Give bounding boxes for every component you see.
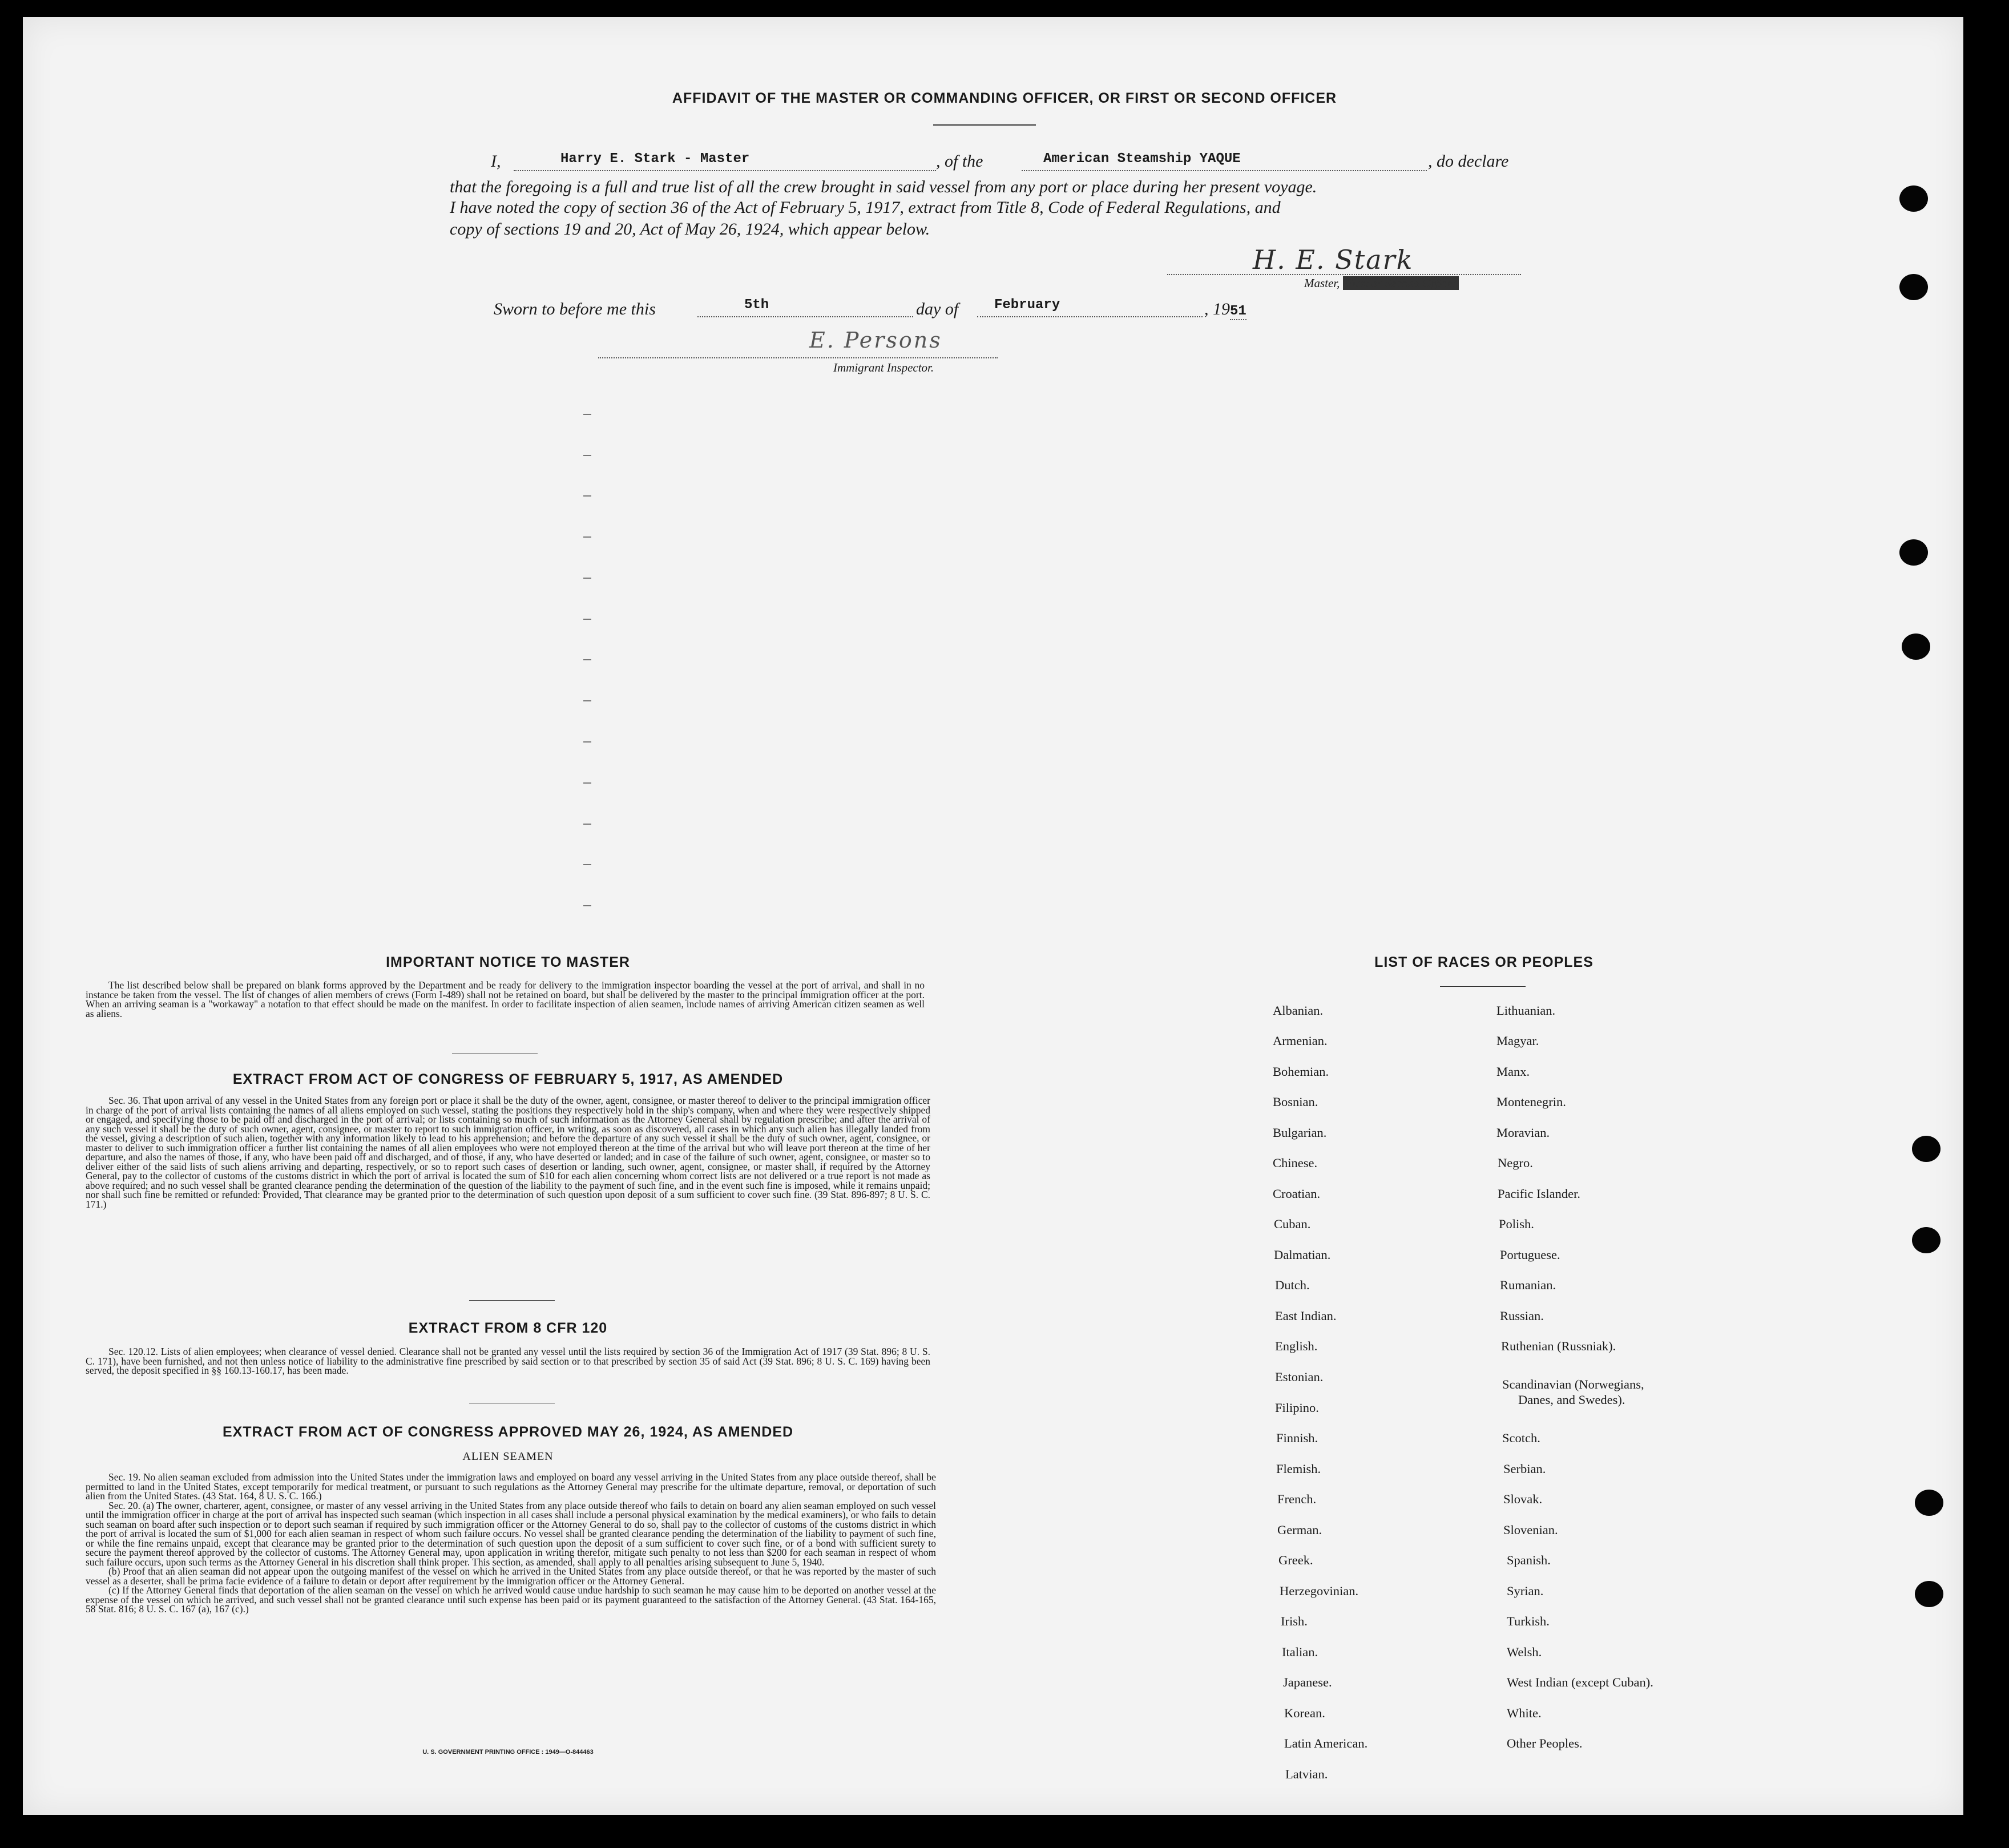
race-item: Welsh. <box>1507 1645 1542 1659</box>
rule-tick <box>583 536 591 538</box>
rule-tick <box>583 905 591 906</box>
extract-1917-text: Sec. 36. That upon arrival of any vessel in the United States from any foreign port or place it shall be the duty of the owner, agent, consignee, or master thereof to deliver to the principal immigration officer in charge of the port of arrival lists containing the names of all aliens employed on such vessel, stating the positions they respectively hold in the ship's company, when and where they were respectively shipped or engaged, and specifying those to be paid off and discharged in the port of arrival; or lists containing so much of such information as the Attorney General shall by regulation prescribe; and after the arrival of any such vessel it shall be the duty of such owner, agent, consignee, or master to report to such immigration officer, in writing, as soon as discovered, all cases in which any such alien has illegally landed from the vessel, giving a description of such alien, together with any information likely to lead to his apprehension; and before the departure of any such vessel it shall be the duty of such owner, agent, consignee, or master to deliver to such immigration officer a further list containing the names of all alien employees who were not employed thereon at the time of the arrival but who will leave port thereon at the time of her departure, and also the names of those, if any, who have been paid off and discharged, and of those, if any, who have deserted or landed; and in case of the failure of such owner, agent, consignee, or master so to deliver either of the said lists of such aliens arriving and departing, respectively, or so to report such cases of desertion or landing, such owner, agent, consignee, or master shall, if required by the Attorney General, pay to the collector of customs of the customs district in which the port of arrival is located the sum of $10 for each alien concerning whom correct lists are not delivered or a true report is not made as above required; and no such vessel shall be granted clearance pending the determination of the question of the liability to the payment of such fine, and in the event such fine is imposed, while it remains unpaid; nor shall such fine be remitted or refunded: Provided, That clearance may be granted prior to the determination of such question upon deposit of a sum sufficient to cover such fine. (39 Stat. 896-897; 8 U. S. C. 171.) <box>86 1095 930 1210</box>
sworn-month: February <box>994 297 1060 313</box>
i-label: I, <box>491 152 501 171</box>
race-item: Japanese. <box>1283 1675 1332 1689</box>
race-item: Ruthenian (Russniak). <box>1501 1339 1616 1353</box>
extract-1924-sec20c: (c) If the Attorney General finds that deportation of the alien seaman on the vessel on which he arrived would cause undue hardship to such seaman he may cause him to be deported on another vessel at the expense of the vessel on which he arrived, and such vessel shall not be granted clearance until such expense has been paid or its payment guaranteed to the satisfaction of the Attorney General. (43 Stat. 164-165, 58 Stat. 816; 8 U. S. C. 167 (a), 167 (c).) <box>86 1584 936 1615</box>
notice-text: The list described below shall be prepared on blank forms approved by the Department and be ready for delivery to the immigration inspector boarding the vessel at the port of arrival, and shall in no instance be taken from the vessel. The list of changes of alien members of crews (Form I-489) shall not be retained on board, but shall be delivered by the master to the principal immigration officer at the port. When an arriving seaman is a "workaway" a notation to that effect should be made on the manifest. In order to facilitate inspection of alien seamen, include names of arriving American citizen seamen as well as aliens. <box>86 979 925 1019</box>
affidavit-line-2: that the foregoing is a full and true list of all the crew brought in said vessel from any port or place during her present voyage. <box>450 177 1317 196</box>
extract-1924-subtitle: ALIEN SEAMEN <box>462 1450 554 1463</box>
race-item: Filipino. <box>1275 1401 1319 1415</box>
race-item: Manx. <box>1496 1064 1530 1079</box>
race-item: Portuguese. <box>1500 1248 1560 1262</box>
inspector-signature: E. Persons <box>809 328 942 353</box>
rule-tick <box>583 455 591 456</box>
race-item: Pacific Islander. <box>1498 1187 1580 1201</box>
race-item: Albanian. <box>1273 1003 1324 1018</box>
race-item: Slovenian. <box>1503 1523 1558 1537</box>
rule-tick <box>583 741 591 743</box>
race-item: Rumanian. <box>1500 1278 1556 1292</box>
signer-title-struck: First or Second Officer <box>1343 276 1459 290</box>
race-item: Turkish. <box>1507 1614 1550 1628</box>
affidavit-title: AFFIDAVIT OF THE MASTER OR COMMANDING OFFICER, OR FIRST OR SECOND OFFICER <box>672 90 1337 106</box>
race-item: Irish. <box>1281 1614 1308 1628</box>
signer-title <box>1304 276 1459 290</box>
race-item: Magyar. <box>1496 1034 1539 1048</box>
race-item: Croatian. <box>1273 1187 1321 1201</box>
race-item: Greek. <box>1278 1553 1313 1567</box>
race-item: Chinese. <box>1273 1156 1318 1170</box>
sworn-day: 5th <box>744 297 769 313</box>
rule-tick <box>583 659 591 660</box>
race-item: Latin American. <box>1284 1736 1368 1750</box>
race-item: Finnish. <box>1276 1431 1318 1445</box>
race-item: English. <box>1275 1339 1318 1353</box>
punch-hole <box>1899 274 1928 300</box>
extract-1924-sec20a: Sec. 20. (a) The owner, charterer, agent, consignee, or master of any vessel arriving in the United States from any place outside thereof who fails to detain on board any alien seaman employed on such vessel until the immigration officer in charge at the port of arrival has inspected such seaman (which inspection in all cases shall include a personal physical examination by the medical examiners), or who fails to detain such seaman on board after such inspection or to deport such seaman if required by such immigration officer or the Attorney General to do so, shall pay to the collector of customs of the customs district in which the port of arrival is located the sum of $1,000 for each alien seaman in respect of whom such failure occurs. No vessel shall be granted clearance pending the determination of the liability to payment of such fine, or while the fine remains unpaid, except that clearance may be granted prior to the determination of such question upon the deposit of a sum sufficient to cover such fine, or of a bond with sufficient surety to secure the payment thereof approved by the collector of customs. The Attorney General may, upon application in writing therefor, mitigate such penalty to not less than $200 for each seaman in respect of whom such failure occurs, upon such terms as the Attorney General in his discretion shall think proper. This section, as amended, shall apply to all penalties arising subsequent to June 5, 1940. <box>86 1499 936 1568</box>
sworn-month-field <box>977 296 1203 317</box>
vessel-field <box>1022 150 1427 171</box>
vessel-name: American Steamship YAQUE <box>1043 151 1241 167</box>
punch-hole <box>1915 1490 1943 1516</box>
punch-hole <box>1915 1581 1943 1607</box>
race-item: Danes, and Swedes). <box>1518 1393 1625 1407</box>
master-signature: H. E. Stark <box>1253 244 1414 275</box>
punch-hole <box>1902 634 1930 660</box>
sworn-label: Sworn to before me this <box>494 300 656 318</box>
race-item: Russian. <box>1500 1309 1544 1323</box>
race-item: Scandinavian (Norwegians, <box>1502 1377 1644 1391</box>
race-item: Italian. <box>1282 1645 1318 1659</box>
extract-1924-title: EXTRACT FROM ACT OF CONGRESS APPROVED MAY 26, 1924, AS AMENDED <box>222 1424 794 1440</box>
extract-cfr-title: EXTRACT FROM 8 CFR 120 <box>408 1320 608 1336</box>
race-item: East Indian. <box>1275 1309 1337 1323</box>
year-prefix: , 19 <box>1204 300 1230 318</box>
title-rule <box>933 124 1036 126</box>
races-title: LIST OF RACES OR PEOPLES <box>1374 954 1594 970</box>
rule-tick <box>583 782 591 784</box>
sworn-day-field <box>697 296 913 317</box>
extract-cfr-text: Sec. 120.12. Lists of alien employees; when clearance of vessel denied. Clearance shall not be granted any vessel until the lists required by section 36 of the Immigration Act of 1917 (39 Stat. 896; 8 U. S. C. 171), have been furnished, and not then unless notice of liability to the administrative fine prescribed by said section or to that prescribed by section 35 of said Act (39 Stat. 896; 8 U. S. C. 169) having been served, the deposit specified in §§ 160.13-160.17, has been made. <box>86 1346 930 1376</box>
rule-tick <box>583 495 591 497</box>
race-item: Negro. <box>1498 1156 1533 1170</box>
race-item: Slovak. <box>1503 1492 1543 1506</box>
punch-hole <box>1912 1136 1941 1162</box>
race-item: Moravian. <box>1496 1125 1550 1140</box>
race-item: White. <box>1507 1706 1542 1720</box>
printer-imprint: U. S. GOVERNMENT PRINTING OFFICE : 1949—O-844463 <box>422 1749 594 1756</box>
declarant-name: Harry E. Stark - Master <box>560 151 750 167</box>
rule-tick <box>583 578 591 579</box>
punch-hole <box>1899 539 1928 566</box>
race-item: Bohemian. <box>1273 1064 1329 1079</box>
rule-tick <box>583 414 591 415</box>
races-rule <box>1440 986 1526 987</box>
signer-title-prefix: Master, <box>1304 276 1340 290</box>
extract-1917-rule <box>469 1300 555 1301</box>
rule-tick <box>583 700 591 701</box>
race-item: Spanish. <box>1507 1553 1551 1567</box>
punch-hole <box>1912 1227 1941 1253</box>
inspector-title: Immigrant Inspector. <box>833 361 934 374</box>
race-item: Dutch. <box>1275 1278 1310 1292</box>
race-item: Montenegrin. <box>1496 1095 1566 1109</box>
master-signature-line <box>1167 244 1521 275</box>
race-item: Lithuanian. <box>1496 1003 1556 1018</box>
race-item: Dalmatian. <box>1274 1248 1331 1262</box>
affidavit-line-3: I have noted the copy of section 36 of the Act of February 5, 1917, extract from Title 8, Code of Federal Regulations, and <box>450 198 1281 217</box>
race-item: Syrian. <box>1507 1584 1544 1598</box>
extract-1924-sec19: Sec. 19. No alien seaman excluded from admission into the United States under the immigration laws and employed on board any vessel arriving in the United States from any place outside thereof, shall be permitted to land in the United States, except temporarily for medical treatment, or pursuant to such regulations as the Attorney General may prescribe for the ultimate departure, removal, or deportation of such alien from the United States. (43 Stat. 164, 8 U. S. C. 166.) <box>86 1471 936 1502</box>
punch-hole <box>1899 185 1928 212</box>
do-declare-label: , do declare <box>1428 152 1509 171</box>
year-suffix: 51 <box>1230 304 1246 319</box>
race-item: Estonian. <box>1275 1370 1324 1384</box>
race-item: Cuban. <box>1274 1217 1311 1231</box>
race-item: Herzegovinian. <box>1280 1584 1359 1598</box>
race-item: Flemish. <box>1276 1462 1321 1476</box>
extract-1924-body <box>86 1472 936 1614</box>
race-item: Bosnian. <box>1273 1095 1318 1109</box>
rule-tick <box>583 824 591 825</box>
race-item: French. <box>1277 1492 1317 1506</box>
extract-1924-sec20b: (b) Proof that an alien seaman did not appear upon the outgoing manifest of the vessel on which he arrived in the United States from any place outside thereof, or that he was reported by the master of such vessel as a deserter, shall be prima facie evidence of a failure to detain or deport after requirement by the immigration officer or the Attorney General. <box>86 1565 936 1587</box>
race-item: Scotch. <box>1502 1431 1540 1445</box>
inspector-signature-line <box>598 328 998 358</box>
race-item: Armenian. <box>1273 1034 1328 1048</box>
race-item: Bulgarian. <box>1273 1125 1327 1140</box>
declarant-field <box>514 150 936 171</box>
race-item: Serbian. <box>1503 1462 1546 1476</box>
rule-tick <box>583 864 591 865</box>
race-item: German. <box>1277 1523 1322 1537</box>
affidavit-line-4: copy of sections 19 and 20, Act of May 26, 1924, which appear below. <box>450 220 930 239</box>
rule-tick <box>583 619 591 620</box>
race-item: West Indian (except Cuban). <box>1507 1675 1653 1689</box>
race-item: Latvian. <box>1285 1767 1328 1781</box>
race-item: Polish. <box>1499 1217 1534 1231</box>
year-label <box>1204 300 1246 319</box>
extract-1917-title: EXTRACT FROM ACT OF CONGRESS OF FEBRUARY 5, 1917, AS AMENDED <box>232 1071 784 1087</box>
notice-title: IMPORTANT NOTICE TO MASTER <box>386 954 630 970</box>
race-item: Korean. <box>1284 1706 1325 1720</box>
race-item: Other Peoples. <box>1507 1736 1583 1750</box>
of-the-label: , of the <box>936 152 983 171</box>
day-of-label: day of <box>916 300 959 318</box>
